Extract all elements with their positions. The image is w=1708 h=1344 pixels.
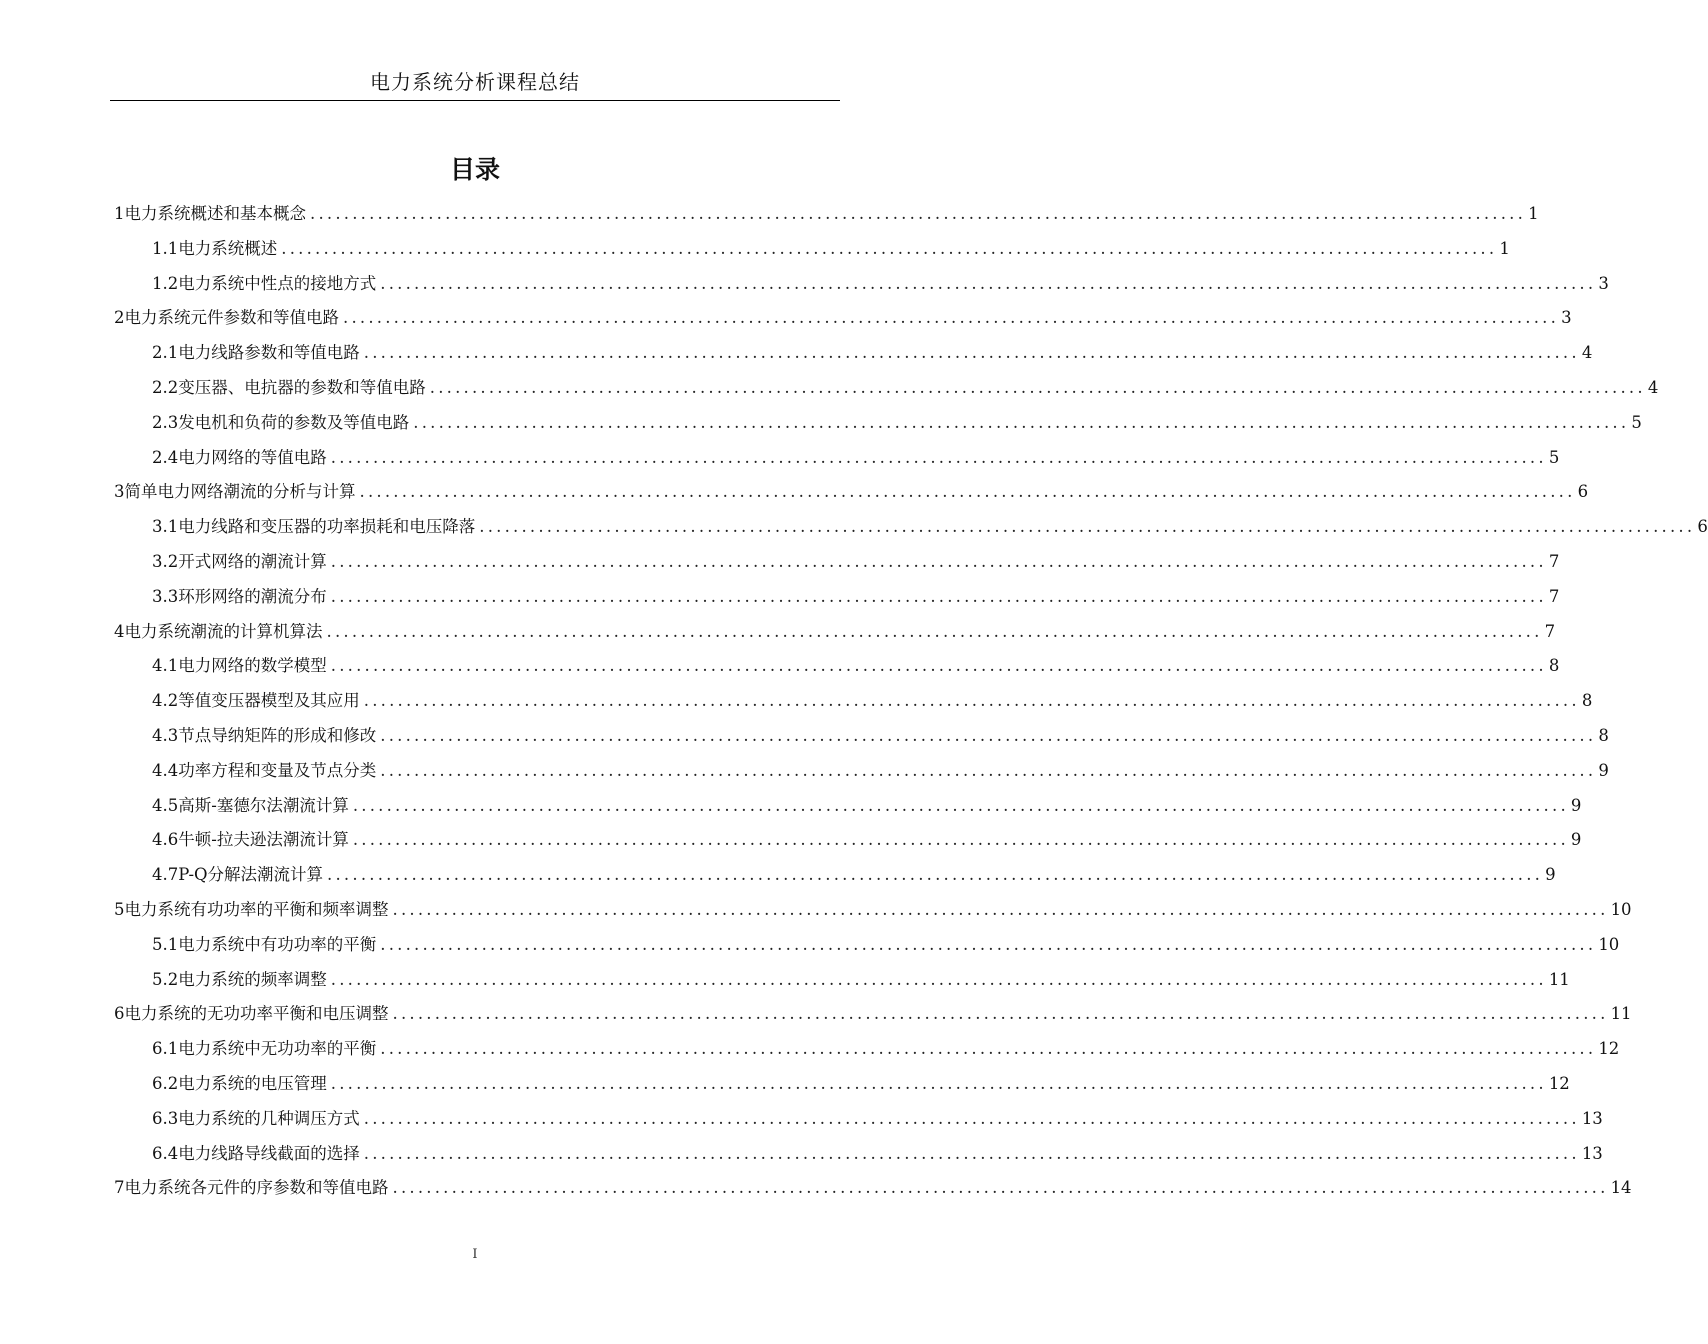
toc-dot-leader: ................................................................................................................................................ (363, 343, 1580, 363)
toc-entry-page: 7 (1544, 621, 1556, 641)
toc-dot-leader: ................................................................................................................................................ (359, 482, 1576, 502)
toc-dot-leader: ................................................................................................................................................ (326, 621, 1543, 641)
toc-entry-title: 2电力系统元件参数和等值电路 (114, 308, 339, 328)
toc-section-entry[interactable] (114, 406, 1642, 441)
toc-chapter-entry[interactable] (114, 1171, 1632, 1206)
toc-entry-page: 1 (1528, 204, 1539, 223)
toc-dot-leader: ................................................................................................................................................ (330, 586, 1547, 606)
toc-dot-leader: ................................................................................................................................................ (380, 760, 1597, 780)
toc-entry-page: 6 (1577, 482, 1589, 502)
toc-dot-leader: ................................................................................................................................................ (363, 1108, 1580, 1128)
toc-entry-page: 9 (1570, 795, 1582, 815)
toc-entry-title: 6.2电力系统的电压管理 (152, 1073, 327, 1093)
toc-entry-title: 4.4功率方程和变量及节点分类 (152, 760, 377, 780)
toc-entry-title: 2.3发电机和负荷的参数及等值电路 (152, 412, 410, 432)
toc-entry-page: 8 (1548, 656, 1560, 676)
toc-entry-page: 12 (1598, 1039, 1620, 1059)
toc-entry-title: 4.6牛顿-拉夫逊法潮流计算 (152, 830, 349, 850)
toc-dot-leader: ................................................................................................................................................ (429, 377, 1646, 397)
toc-entry-title: 1.2电力系统中性点的接地方式 (152, 273, 377, 293)
toc-entry-title: 1电力系统概述和基本概念 (114, 204, 306, 223)
toc-entry-page: 10 (1598, 934, 1620, 954)
toc-entry-title: 4.2等值变压器模型及其应用 (152, 691, 360, 711)
toc-dot-leader: ................................................................................................................................................ (413, 412, 1630, 432)
toc-dot-leader: ................................................................................................................................................ (380, 273, 1597, 293)
toc-section-entry[interactable] (114, 1032, 1620, 1067)
toc-entry-title: 2.4电力网络的等值电路 (152, 447, 327, 467)
toc-dot-leader: ................................................................................................................................................ (352, 830, 1569, 850)
toc-chapter-entry[interactable] (114, 475, 1589, 510)
toc-entry-title: 3.2开式网络的潮流计算 (152, 551, 327, 571)
toc-section-entry[interactable] (114, 545, 1560, 580)
page-number: I (472, 1247, 478, 1262)
toc-dot-leader: ................................................................................................................................................ (330, 447, 1547, 467)
toc-section-entry[interactable] (114, 684, 1593, 719)
toc-chapter-entry[interactable] (114, 301, 1572, 336)
toc-entry-page: 10 (1610, 899, 1632, 919)
toc-dot-leader: ................................................................................................................................................ (380, 1039, 1597, 1059)
toc-section-entry[interactable] (114, 267, 1609, 302)
toc-dot-leader: ................................................................................................................................................ (392, 1004, 1609, 1024)
toc-section-entry[interactable] (114, 719, 1609, 754)
toc-dot-leader: ................................................................................................................................................ (330, 1073, 1547, 1093)
toc-entry-title: 3简单电力网络潮流的分析与计算 (114, 482, 356, 502)
toc-dot-leader: ................................................................................................................................................ (330, 969, 1547, 989)
toc-entry-title: 2.1电力线路参数和等值电路 (152, 343, 360, 363)
toc-entry-page: 1 (1499, 238, 1510, 258)
toc-dot-leader: ................................................................................................................................................ (392, 899, 1609, 919)
toc-entry-title: 4.1电力网络的数学模型 (152, 656, 327, 676)
toc-section-entry[interactable] (114, 754, 1609, 789)
toc-entry-title: 6.4电力线路导线截面的选择 (152, 1143, 360, 1163)
toc-entry-title: 3.1电力线路和变压器的功率损耗和电压降落 (152, 517, 476, 537)
toc-dot-leader: ................................................................................................................................................ (363, 691, 1580, 711)
toc-entry-page: 9 (1598, 760, 1609, 780)
toc-entry-title: 1.1电力系统概述 (152, 238, 278, 258)
toc-chapter-entry[interactable] (114, 997, 1632, 1032)
toc-entry-title: 7电力系统各元件的序参数和等值电路 (114, 1178, 389, 1198)
toc-entry-page: 3 (1561, 308, 1572, 328)
toc-section-entry[interactable] (114, 1067, 1570, 1102)
toc-entry-page: 11 (1548, 969, 1570, 989)
toc-section-entry[interactable] (114, 858, 1556, 893)
toc-section-entry[interactable] (114, 510, 1708, 545)
toc-dot-leader: ................................................................................................................................................ (352, 795, 1569, 815)
table-of-contents (114, 197, 1708, 1206)
toc-entry-page: 7 (1548, 586, 1560, 606)
toc-dot-leader: ................................................................................................................................................ (380, 934, 1597, 954)
toc-entry-title: 4.7P-Q分解法潮流计算 (152, 865, 324, 885)
toc-dot-leader: ................................................................................................................................................ (330, 656, 1547, 676)
toc-chapter-entry[interactable] (114, 197, 1539, 232)
toc-dot-leader: ................................................................................................................................................ (363, 1143, 1580, 1163)
toc-dot-leader: ................................................................................................................................................ (310, 204, 1527, 223)
toc-entry-title: 2.2变压器、电抗器的参数和等值电路 (152, 377, 426, 397)
toc-entry-page: 9 (1545, 865, 1556, 885)
toc-section-entry[interactable] (114, 823, 1582, 858)
toc-dot-leader: ................................................................................................................................................ (327, 865, 1544, 885)
toc-chapter-entry[interactable] (114, 615, 1556, 650)
toc-entry-page: 8 (1598, 725, 1609, 745)
toc-section-entry[interactable] (114, 232, 1510, 267)
toc-section-entry[interactable] (114, 789, 1582, 824)
toc-entry-page: 9 (1570, 830, 1582, 850)
toc-section-entry[interactable] (114, 1137, 1603, 1172)
toc-entry-title: 5.1电力系统中有功功率的平衡 (152, 934, 377, 954)
toc-entry-title: 4电力系统潮流的计算机算法 (114, 621, 323, 641)
toc-entry-page: 11 (1610, 1004, 1632, 1024)
toc-dot-leader: ................................................................................................................................................ (330, 551, 1547, 571)
toc-entry-title: 5电力系统有功功率的平衡和频率调整 (114, 899, 389, 919)
toc-section-entry[interactable] (114, 336, 1593, 371)
toc-entry-page: 4 (1581, 343, 1593, 363)
toc-section-entry[interactable] (114, 441, 1560, 476)
toc-entry-page: 13 (1581, 1143, 1603, 1163)
toc-entry-title: 6.1电力系统中无功功率的平衡 (152, 1039, 377, 1059)
toc-section-entry[interactable] (114, 928, 1620, 963)
header-divider (110, 100, 840, 101)
toc-section-entry[interactable] (114, 1102, 1603, 1137)
toc-entry-title: 5.2电力系统的频率调整 (152, 969, 327, 989)
toc-heading: 目录 (449, 155, 500, 184)
toc-chapter-entry[interactable] (114, 893, 1632, 928)
toc-entry-title: 4.5高斯-塞德尔法潮流计算 (152, 795, 349, 815)
toc-dot-leader: ................................................................................................................................................ (392, 1178, 1609, 1198)
toc-dot-leader: ................................................................................................................................................ (380, 725, 1597, 745)
toc-dot-leader: ................................................................................................................................................ (479, 517, 1696, 537)
page-header-title: 电力系统分析课程总结 (370, 70, 580, 94)
toc-entry-page: 7 (1548, 551, 1560, 571)
toc-entry-title: 3.3环形网络的潮流分布 (152, 586, 327, 606)
toc-entry-page: 3 (1598, 273, 1609, 293)
toc-entry-page: 13 (1581, 1108, 1603, 1128)
toc-section-entry[interactable] (114, 371, 1659, 406)
toc-entry-title: 4.3节点导纳矩阵的形成和修改 (152, 725, 377, 745)
toc-dot-leader: ................................................................................................................................................ (343, 308, 1560, 328)
toc-section-entry[interactable] (114, 649, 1560, 684)
toc-dot-leader: ................................................................................................................................................ (281, 238, 1498, 258)
toc-entry-title: 6.3电力系统的几种调压方式 (152, 1108, 360, 1128)
toc-entry-page: 8 (1581, 691, 1593, 711)
toc-section-entry[interactable] (114, 580, 1560, 615)
toc-entry-page: 4 (1647, 377, 1659, 397)
toc-entry-page: 5 (1548, 447, 1560, 467)
toc-entry-page: 14 (1610, 1178, 1632, 1198)
toc-entry-page: 12 (1548, 1073, 1570, 1093)
toc-entry-page: 5 (1631, 412, 1642, 432)
toc-entry-title: 6电力系统的无功功率平衡和电压调整 (114, 1004, 389, 1024)
toc-section-entry[interactable] (114, 963, 1570, 998)
toc-entry-page: 6 (1697, 517, 1708, 537)
